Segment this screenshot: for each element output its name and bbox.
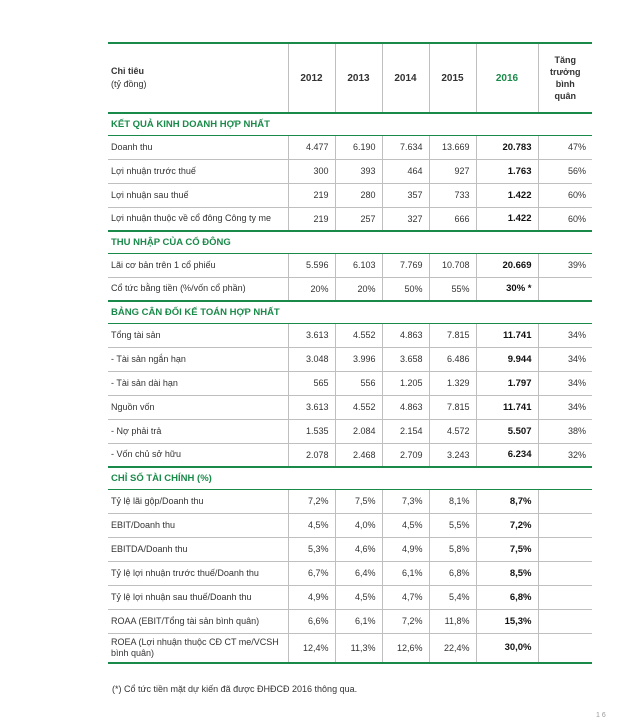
cell-year-2013: 4.552 xyxy=(335,395,382,419)
cell-year-2012: 2.078 xyxy=(288,443,335,467)
header-growth-line-1: Tăng xyxy=(554,55,576,65)
row-label: Lãi cơ bản trên 1 cổ phiếu xyxy=(108,253,288,277)
row-label: EBITDA/Doanh thu xyxy=(108,537,288,561)
cell-year-2013: 2.468 xyxy=(335,443,382,467)
table-header-row xyxy=(108,43,592,113)
cell-year-2014: 3.658 xyxy=(382,347,429,371)
cell-year-2012: 6,7% xyxy=(288,561,335,585)
cell-year-2015: 13.669 xyxy=(429,135,476,159)
row-label: Tỷ lệ lợi nhuận trước thuế/Doanh thu xyxy=(108,561,288,585)
header-year-2013: 2013 xyxy=(335,43,382,113)
table-row xyxy=(108,207,592,231)
table-row xyxy=(108,513,592,537)
row-label: ROAA (EBIT/Tổng tài sản bình quân) xyxy=(108,609,288,633)
row-label: - Nợ phải trả xyxy=(108,419,288,443)
cell-year-2014: 7.634 xyxy=(382,135,429,159)
cell-year-2015: 5,8% xyxy=(429,537,476,561)
cell-year-2014: 357 xyxy=(382,183,429,207)
cell-year-2012: 6,6% xyxy=(288,609,335,633)
cell-year-2013: 6.103 xyxy=(335,253,382,277)
cell-year-2016: 30% * xyxy=(476,277,538,301)
header-year-2016: 2016 xyxy=(476,43,538,113)
cell-average-growth xyxy=(538,561,592,585)
row-label: Tỷ lệ lãi gộp/Doanh thu xyxy=(108,489,288,513)
cell-year-2014: 12,6% xyxy=(382,633,429,663)
cell-year-2012: 5.596 xyxy=(288,253,335,277)
cell-year-2014: 1.205 xyxy=(382,371,429,395)
cell-year-2013: 556 xyxy=(335,371,382,395)
table-row xyxy=(108,253,592,277)
row-label: - Tài sản dài hạn xyxy=(108,371,288,395)
cell-year-2012: 565 xyxy=(288,371,335,395)
cell-year-2015: 6.486 xyxy=(429,347,476,371)
row-label: Lợi nhuận trước thuế xyxy=(108,159,288,183)
cell-year-2012: 7,2% xyxy=(288,489,335,513)
cell-year-2013: 4,6% xyxy=(335,537,382,561)
cell-year-2014: 7,3% xyxy=(382,489,429,513)
cell-year-2015: 927 xyxy=(429,159,476,183)
header-growth-line-3: bình xyxy=(555,79,575,89)
table-row xyxy=(108,371,592,395)
section-header-financial-ratios xyxy=(108,467,592,489)
cell-year-2015: 4.572 xyxy=(429,419,476,443)
cell-year-2015: 22,4% xyxy=(429,633,476,663)
table-row xyxy=(108,135,592,159)
header-average-growth xyxy=(538,43,592,113)
cell-average-growth: 32% xyxy=(538,443,592,467)
cell-average-growth xyxy=(538,609,592,633)
table-row xyxy=(108,609,592,633)
cell-year-2015: 1.329 xyxy=(429,371,476,395)
cell-year-2013: 3.996 xyxy=(335,347,382,371)
cell-year-2016: 7,5% xyxy=(476,537,538,561)
cell-year-2014: 7,2% xyxy=(382,609,429,633)
cell-year-2015: 3.243 xyxy=(429,443,476,467)
cell-average-growth xyxy=(538,489,592,513)
row-label: Cổ tức bằng tiền (%/vốn cổ phần) xyxy=(108,277,288,301)
cell-year-2013: 7,5% xyxy=(335,489,382,513)
cell-year-2016: 9.944 xyxy=(476,347,538,371)
cell-year-2014: 4.863 xyxy=(382,323,429,347)
cell-year-2012: 12,4% xyxy=(288,633,335,663)
row-label: Doanh thu xyxy=(108,135,288,159)
cell-year-2014: 4,7% xyxy=(382,585,429,609)
cell-year-2015: 10.708 xyxy=(429,253,476,277)
cell-year-2016: 7,2% xyxy=(476,513,538,537)
cell-year-2014: 6,1% xyxy=(382,561,429,585)
row-label: EBIT/Doanh thu xyxy=(108,513,288,537)
row-label: - Vốn chủ sở hữu xyxy=(108,443,288,467)
cell-year-2012: 3.048 xyxy=(288,347,335,371)
section-header-business-results xyxy=(108,113,592,135)
cell-year-2012: 1.535 xyxy=(288,419,335,443)
cell-year-2015: 666 xyxy=(429,207,476,231)
cell-year-2013: 4,0% xyxy=(335,513,382,537)
cell-year-2012: 219 xyxy=(288,183,335,207)
cell-year-2014: 50% xyxy=(382,277,429,301)
row-label: Lợi nhuận thuộc về cổ đông Công ty me xyxy=(108,207,288,231)
cell-year-2016: 1.422 xyxy=(476,207,538,231)
cell-year-2012: 5,3% xyxy=(288,537,335,561)
cell-year-2012: 300 xyxy=(288,159,335,183)
header-growth-line-4: quân xyxy=(554,91,576,101)
cell-year-2016: 20.669 xyxy=(476,253,538,277)
footnote: (*) Cổ tức tiền mặt dự kiến đã được ĐHĐCĐ 2016 thông qua. xyxy=(112,684,358,694)
cell-year-2016: 8,5% xyxy=(476,561,538,585)
cell-average-growth xyxy=(538,537,592,561)
cell-year-2016: 11.741 xyxy=(476,395,538,419)
cell-year-2016: 6.234 xyxy=(476,443,538,467)
cell-average-growth: 60% xyxy=(538,183,592,207)
cell-average-growth: 39% xyxy=(538,253,592,277)
header-growth-line-2: trưởng xyxy=(550,67,581,77)
cell-year-2015: 7.815 xyxy=(429,323,476,347)
cell-year-2013: 11,3% xyxy=(335,633,382,663)
table-row xyxy=(108,537,592,561)
cell-year-2012: 4.477 xyxy=(288,135,335,159)
section-header-balance-sheet xyxy=(108,301,592,323)
row-label: Tỷ lệ lợi nhuận sau thuế/Doanh thu xyxy=(108,585,288,609)
cell-year-2015: 8,1% xyxy=(429,489,476,513)
cell-average-growth: 34% xyxy=(538,395,592,419)
cell-year-2012: 3.613 xyxy=(288,323,335,347)
cell-year-2014: 2.709 xyxy=(382,443,429,467)
cell-year-2014: 4,9% xyxy=(382,537,429,561)
cell-year-2015: 7.815 xyxy=(429,395,476,419)
cell-year-2012: 4,9% xyxy=(288,585,335,609)
financial-summary-table xyxy=(108,42,592,664)
section-header-shareholder-income xyxy=(108,231,592,253)
cell-year-2012: 3.613 xyxy=(288,395,335,419)
cell-year-2014: 464 xyxy=(382,159,429,183)
cell-year-2014: 327 xyxy=(382,207,429,231)
row-label: Lợi nhuận sau thuế xyxy=(108,183,288,207)
cell-year-2016: 8,7% xyxy=(476,489,538,513)
section-title: CHỈ SỐ TÀI CHÍNH (%) xyxy=(108,467,592,489)
table-row xyxy=(108,347,592,371)
table-row xyxy=(108,395,592,419)
cell-year-2012: 4,5% xyxy=(288,513,335,537)
table-row xyxy=(108,277,592,301)
page-number: 1 6 xyxy=(596,712,606,719)
cell-year-2016: 15,3% xyxy=(476,609,538,633)
cell-year-2014: 2.154 xyxy=(382,419,429,443)
header-unit: (tỷ đồng) xyxy=(111,79,147,89)
section-title: BẢNG CÂN ĐỐI KẾ TOÁN HỢP NHẤT xyxy=(108,301,592,323)
cell-year-2013: 257 xyxy=(335,207,382,231)
cell-average-growth: 38% xyxy=(538,419,592,443)
table-body xyxy=(108,113,592,663)
table-row xyxy=(108,443,592,467)
cell-year-2015: 733 xyxy=(429,183,476,207)
cell-year-2014: 4.863 xyxy=(382,395,429,419)
cell-average-growth: 34% xyxy=(538,323,592,347)
cell-average-growth xyxy=(538,513,592,537)
cell-year-2013: 6.190 xyxy=(335,135,382,159)
cell-year-2016: 1.763 xyxy=(476,159,538,183)
table-row xyxy=(108,561,592,585)
cell-year-2015: 55% xyxy=(429,277,476,301)
table-row xyxy=(108,419,592,443)
table-row xyxy=(108,489,592,513)
cell-average-growth xyxy=(538,277,592,301)
row-label: - Tài sản ngắn hạn xyxy=(108,347,288,371)
cell-year-2015: 5,5% xyxy=(429,513,476,537)
section-title: THU NHẬP CỦA CỔ ĐÔNG xyxy=(108,231,592,253)
cell-year-2016: 30,0% xyxy=(476,633,538,663)
cell-year-2013: 393 xyxy=(335,159,382,183)
header-indicator-label xyxy=(108,43,288,113)
row-label: ROEA (Lợi nhuận thuộc CĐ CT me/VCSH bình quân) xyxy=(108,633,288,663)
row-label: Tổng tài sản xyxy=(108,323,288,347)
cell-year-2013: 6,4% xyxy=(335,561,382,585)
cell-average-growth: 60% xyxy=(538,207,592,231)
cell-year-2014: 4,5% xyxy=(382,513,429,537)
header-indicator-title: Chỉ tiêu xyxy=(111,66,144,76)
cell-year-2012: 20% xyxy=(288,277,335,301)
table-row xyxy=(108,585,592,609)
cell-year-2016: 6,8% xyxy=(476,585,538,609)
cell-year-2012: 219 xyxy=(288,207,335,231)
cell-year-2016: 1.797 xyxy=(476,371,538,395)
header-year-2012: 2012 xyxy=(288,43,335,113)
cell-year-2013: 20% xyxy=(335,277,382,301)
cell-year-2016: 20.783 xyxy=(476,135,538,159)
cell-average-growth: 34% xyxy=(538,371,592,395)
cell-average-growth xyxy=(538,585,592,609)
row-label: Nguồn vốn xyxy=(108,395,288,419)
cell-average-growth xyxy=(538,633,592,663)
financial-summary-table-container xyxy=(108,42,586,664)
cell-year-2016: 1.422 xyxy=(476,183,538,207)
cell-year-2013: 4.552 xyxy=(335,323,382,347)
header-year-2014: 2014 xyxy=(382,43,429,113)
table-row xyxy=(108,633,592,663)
table-row xyxy=(108,183,592,207)
section-title: KẾT QUẢ KINH DOANH HỢP NHẤT xyxy=(108,113,592,135)
cell-average-growth: 56% xyxy=(538,159,592,183)
cell-year-2016: 5.507 xyxy=(476,419,538,443)
header-year-2015: 2015 xyxy=(429,43,476,113)
cell-year-2013: 4,5% xyxy=(335,585,382,609)
cell-year-2015: 5,4% xyxy=(429,585,476,609)
cell-year-2013: 280 xyxy=(335,183,382,207)
cell-year-2015: 11,8% xyxy=(429,609,476,633)
cell-average-growth: 34% xyxy=(538,347,592,371)
cell-year-2014: 7.769 xyxy=(382,253,429,277)
cell-average-growth: 47% xyxy=(538,135,592,159)
cell-year-2015: 6,8% xyxy=(429,561,476,585)
cell-year-2013: 2.084 xyxy=(335,419,382,443)
cell-year-2013: 6,1% xyxy=(335,609,382,633)
table-row xyxy=(108,159,592,183)
cell-year-2016: 11.741 xyxy=(476,323,538,347)
table-row xyxy=(108,323,592,347)
